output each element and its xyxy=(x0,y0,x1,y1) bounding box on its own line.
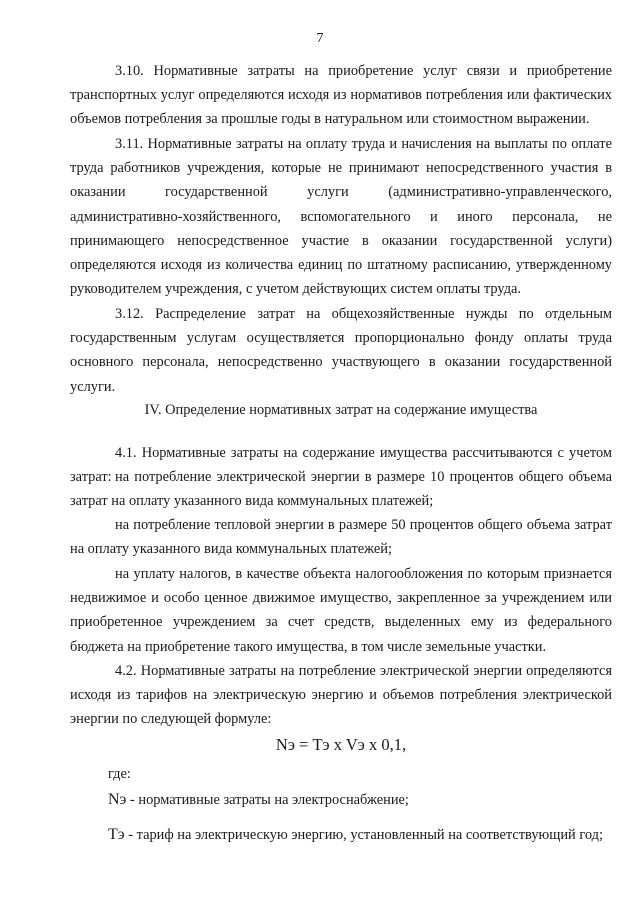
paragraph-3-10: 3.10. Нормативные затраты на приобретение услуг связи и приобретение транспортных услуг определяются исходя из нормативов потребления или фактических объемов потребления за прошлые годы в натуральном или стоимостном выражении. xyxy=(70,63,612,128)
paragraph-4-2: 4.2. Нормативные затраты на потребление электрической энергии определяются исходя из тарифов на электрическую энергию и объемов потребления электрической энергии по следующей формуле: xyxy=(70,663,612,728)
page-number: 7 xyxy=(316,31,324,46)
definition-n xyxy=(108,788,618,812)
where-label: где: xyxy=(108,766,131,782)
definition-symbol: Nэ xyxy=(108,791,127,808)
paragraph-3-12: 3.12. Распределение затрат на общехозяйственные нужды по отдельным государственным услугам осуществляется пропорционально фонду оплаты труда основного персонала, непосредственно участвующего в оказании государственной услуги. xyxy=(70,306,612,395)
definition-text: - нормативные затраты на электроснабжение; xyxy=(126,792,409,808)
section-heading: IV. Определение нормативных затрат на содержание имущества xyxy=(144,402,538,418)
item-taxes: на уплату налогов, в качестве объекта налогообложения по которым признается недвижимое и особо ценное движимое имущество, закрепленное за учреждением или приобретенное учреждением за счет средств, выделенных ему из федерального бюджета на приобретение такого имущества, в том числе земельные участки. xyxy=(70,566,612,655)
formula: Nэ = Tэ x Vэ x 0,1, xyxy=(275,735,407,754)
paragraph-4-1: 4.1. Нормативные затраты на содержание имущества рассчитываются с учетом затрат: xyxy=(70,445,612,486)
item-heat-energy: на потребление тепловой энергии в размере 50 процентов общего объема затрат на оплату указанного вида коммунальных платежей; xyxy=(70,517,612,558)
definition-text: - тариф на электрическую энергию, установленный на соответствующий год; xyxy=(124,827,603,843)
definition-t xyxy=(108,823,618,847)
definition-symbol: Tэ xyxy=(108,826,125,843)
paragraph-3-11: 3.11. Нормативные затраты на оплату труда и начисления на выплаты по оплате труда работников учреждения, которые не принимают непосредственного участия в оказании государственной услуги (административно-управленческого, административно-хозяйственного, вспомогательного и иного персонала, не принимающего непосредственное участие в оказании государственной услуги) определяются исходя из количества единиц по штатному расписанию, утвержденному руководителем учреждения, с учетом действующих систем оплаты труда. xyxy=(70,136,612,298)
item-electric-energy: на потребление электрической энергии в размере 10 процентов общего объема затрат на оплату указанного вида коммунальных платежей; xyxy=(70,469,612,510)
